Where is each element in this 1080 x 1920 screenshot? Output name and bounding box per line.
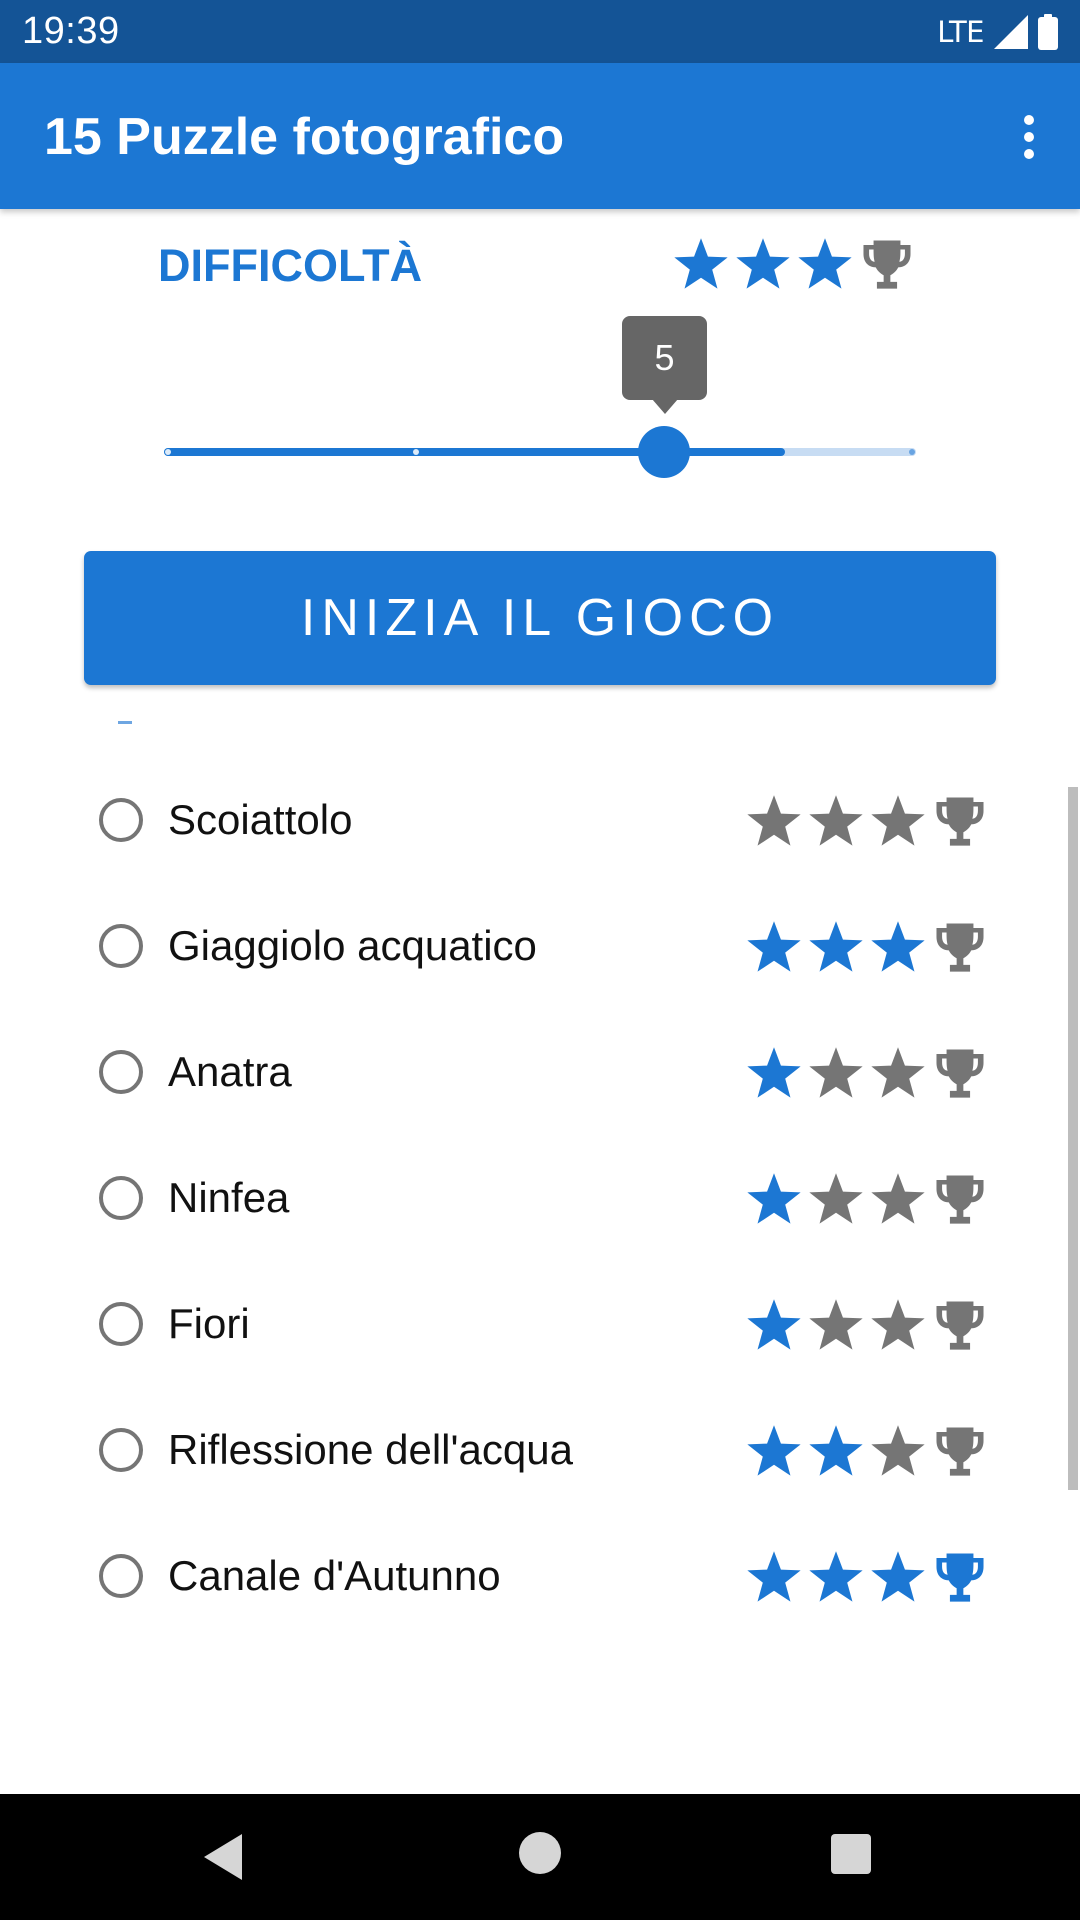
- puzzle-name: Riflessione dell'acqua: [168, 1426, 573, 1473]
- puzzle-name: Fiori: [168, 1300, 250, 1347]
- star-filled-icon: [797, 236, 853, 292]
- puzzle-rating: [746, 1296, 988, 1354]
- difficulty-label: DIFFICOLTÀ: [158, 240, 423, 291]
- star-empty-icon: [808, 1297, 864, 1353]
- star-filled-icon: [746, 1045, 802, 1101]
- trophy-icon: [932, 793, 988, 849]
- puzzle-rating: [746, 918, 988, 976]
- trophy-icon: [932, 1297, 988, 1353]
- puzzle-list-item[interactable]: [0, 760, 1080, 886]
- list-top-edge: [118, 721, 132, 724]
- back-icon[interactable]: [204, 1834, 244, 1880]
- battery-icon: [1038, 14, 1058, 50]
- star-filled-icon: [870, 1549, 926, 1605]
- puzzle-name: Anatra: [168, 1048, 292, 1095]
- signal-icon: [994, 15, 1028, 49]
- status-icons: [937, 10, 1058, 54]
- app-bar: [0, 63, 1080, 209]
- star-filled-icon: [746, 1297, 802, 1353]
- puzzle-name: Ninfea: [168, 1174, 290, 1221]
- puzzle-rating: [746, 1170, 988, 1228]
- star-filled-icon: [746, 1171, 802, 1227]
- slider-tick: [413, 449, 419, 455]
- puzzle-list-item[interactable]: [0, 1264, 1080, 1390]
- overflow-dot-icon: [1024, 132, 1034, 142]
- puzzle-radio-button[interactable]: [99, 1050, 143, 1094]
- slider-value-tooltip: 5: [622, 316, 707, 400]
- puzzle-list-item[interactable]: [0, 1516, 1080, 1642]
- puzzle-name: Canale d'Autunno: [168, 1552, 501, 1599]
- slider-tick: [909, 449, 915, 455]
- puzzle-rating: [746, 1044, 988, 1102]
- trophy-icon: [859, 236, 915, 292]
- list-scrollbar[interactable]: [1068, 787, 1078, 1490]
- puzzle-name: Scoiattolo: [168, 796, 353, 843]
- star-empty-icon: [808, 1045, 864, 1101]
- puzzle-rating: [746, 1422, 988, 1480]
- star-filled-icon: [735, 236, 791, 292]
- puzzle-rating: [746, 1548, 988, 1606]
- puzzle-list-item[interactable]: [0, 1012, 1080, 1138]
- puzzle-radio-button[interactable]: [99, 798, 143, 842]
- puzzle-list-item[interactable]: [0, 1390, 1080, 1516]
- star-empty-icon: [870, 1423, 926, 1479]
- status-time: 19:39: [22, 10, 120, 52]
- overflow-dot-icon: [1024, 149, 1034, 159]
- star-empty-icon: [808, 793, 864, 849]
- puzzle-name: Giaggiolo acquatico: [168, 922, 537, 969]
- status-bar: [0, 0, 1080, 63]
- star-empty-icon: [808, 1171, 864, 1227]
- home-icon[interactable]: [519, 1832, 561, 1874]
- trophy-icon: [932, 1171, 988, 1227]
- puzzle-list-item[interactable]: [0, 1138, 1080, 1264]
- overflow-menu-button[interactable]: [1000, 105, 1056, 169]
- trophy-active-icon: [932, 1549, 988, 1605]
- star-empty-icon: [870, 1297, 926, 1353]
- app-title: 15 Puzzle fotografico: [44, 108, 565, 166]
- recents-icon[interactable]: [831, 1834, 871, 1874]
- star-empty-icon: [870, 1045, 926, 1101]
- trophy-icon: [932, 919, 988, 975]
- slider-thumb[interactable]: [638, 426, 690, 478]
- difficulty-slider[interactable]: [164, 448, 916, 456]
- star-empty-icon: [746, 793, 802, 849]
- slider-fill: [164, 448, 785, 456]
- start-game-button[interactable]: INIZIA IL GIOCO: [84, 551, 996, 685]
- puzzle-radio-button[interactable]: [99, 1176, 143, 1220]
- puzzle-radio-button[interactable]: [99, 1302, 143, 1346]
- puzzle-radio-button[interactable]: [99, 1554, 143, 1598]
- star-filled-icon: [746, 1549, 802, 1605]
- star-filled-icon: [808, 919, 864, 975]
- star-empty-icon: [870, 1171, 926, 1227]
- puzzle-list-item[interactable]: [0, 886, 1080, 1012]
- slider-tick: [165, 449, 171, 455]
- star-filled-icon: [746, 1423, 802, 1479]
- star-filled-icon: [870, 919, 926, 975]
- star-filled-icon: [746, 919, 802, 975]
- star-empty-icon: [870, 793, 926, 849]
- navigation-bar: [0, 1794, 1080, 1920]
- trophy-icon: [932, 1045, 988, 1101]
- star-filled-icon: [808, 1549, 864, 1605]
- difficulty-rating: [673, 236, 915, 292]
- trophy-icon: [932, 1423, 988, 1479]
- puzzle-rating: [746, 792, 988, 850]
- puzzle-radio-button[interactable]: [99, 1428, 143, 1472]
- puzzle-radio-button[interactable]: [99, 924, 143, 968]
- star-filled-icon: [808, 1423, 864, 1479]
- overflow-dot-icon: [1024, 115, 1034, 125]
- star-filled-icon: [673, 236, 729, 292]
- network-type: LTE: [937, 15, 984, 49]
